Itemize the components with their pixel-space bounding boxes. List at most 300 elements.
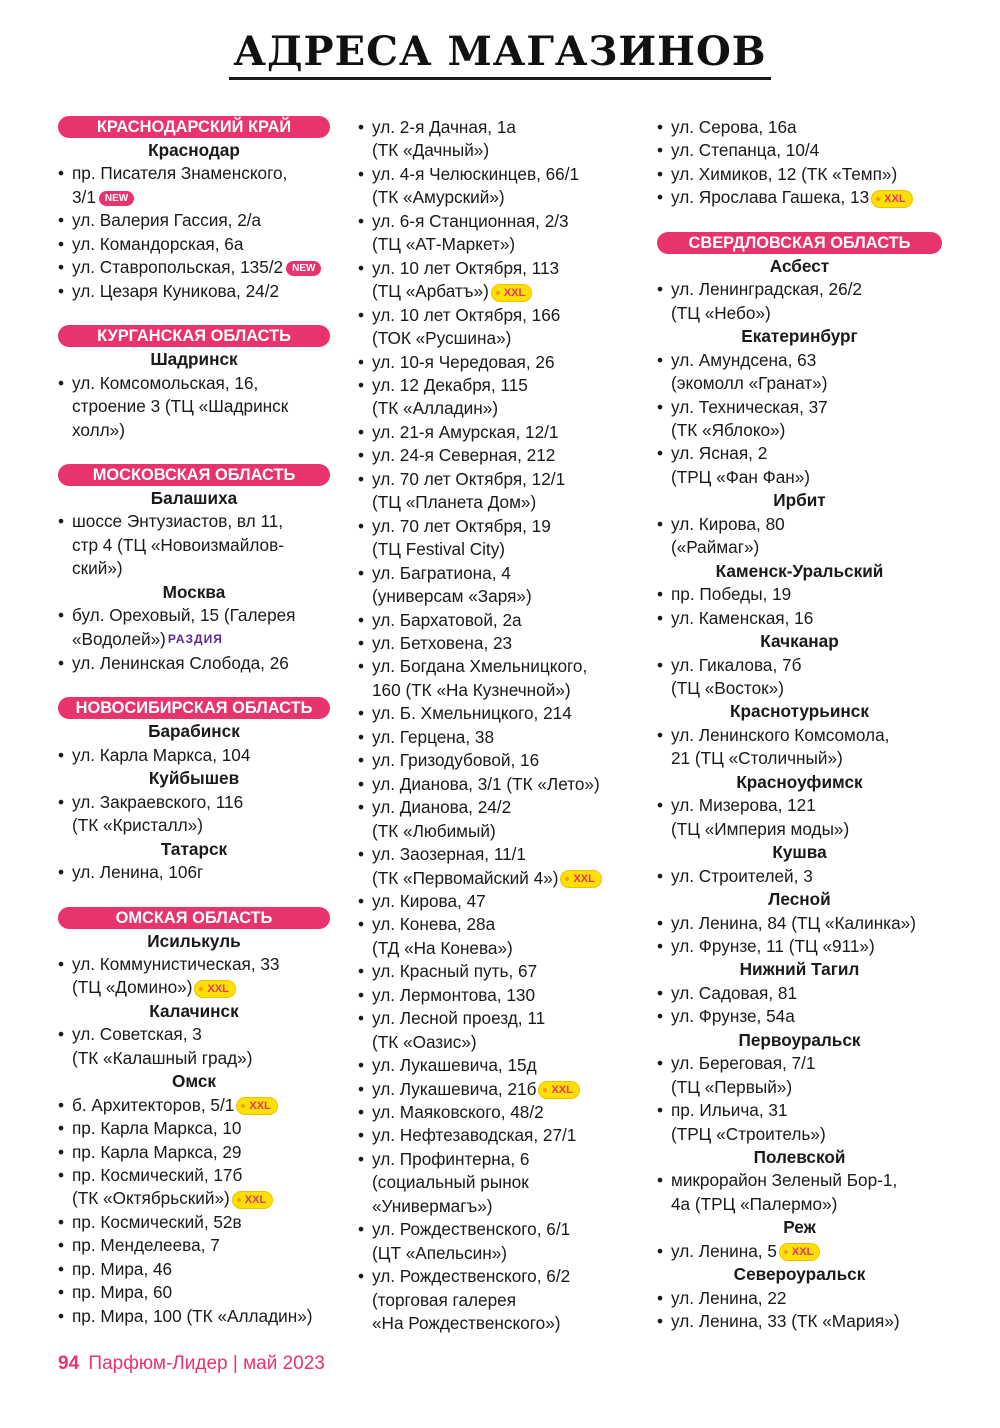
city-name: Реж [783, 1217, 816, 1238]
address-text: ул. Серова, 16а [671, 117, 797, 137]
address-item [58, 510, 330, 580]
address-text: (ТЦ Festival City) [372, 539, 506, 560]
address-line [372, 796, 640, 819]
address-line [372, 773, 640, 796]
xxl-badge: XXL [780, 1244, 819, 1260]
address-line [671, 442, 942, 465]
address-line [72, 1305, 330, 1328]
address-line [671, 163, 942, 186]
address-line [72, 372, 330, 395]
address-item [657, 654, 942, 701]
address-item [358, 163, 640, 210]
address-item [58, 1211, 330, 1234]
address-item [358, 913, 640, 960]
address-item [58, 280, 330, 303]
address-line [372, 655, 640, 678]
address-text: ул. Конева, 28а [372, 914, 496, 935]
address-text: ул. 10 лет Октября, 113 [372, 257, 560, 278]
address-item [358, 1078, 640, 1101]
city-name: Татарск [160, 838, 228, 859]
address-text: (ТЦ «Домино») [72, 977, 193, 998]
address-text: ул. Гризодубовой, 16 [372, 750, 540, 771]
address-item [657, 1099, 942, 1146]
address-text: ул. Фрунзе, 54а [671, 1006, 795, 1027]
address-text: пр. Писателя Знаменского, [72, 163, 288, 184]
address-line [372, 538, 640, 561]
address-line [372, 702, 640, 725]
address-line [72, 1211, 330, 1234]
issue-date: май 2023 [243, 1353, 325, 1374]
address-text: пр. Мира, 46 [72, 1258, 173, 1279]
address-item [657, 139, 942, 162]
address-line [372, 984, 640, 1007]
address-line [372, 820, 640, 843]
address-line [72, 861, 330, 884]
address-line [372, 1265, 640, 1288]
address-line [72, 791, 330, 814]
address-text: ул. Техническая, 37 [671, 396, 828, 417]
address-line [671, 186, 942, 209]
address-item [657, 349, 942, 396]
address-line [72, 604, 330, 627]
address-line [72, 534, 330, 557]
address-text: (ТК «Яблоко») [671, 419, 786, 440]
address-text: ул. Ленина, 106г [72, 862, 204, 883]
address-text: ул. Цезаря Куникова, 24/2 [72, 280, 280, 301]
address-text: ул. Дианова, 3/1 (ТК «Лето») [372, 773, 600, 794]
column-2 [358, 116, 640, 1336]
address-line [671, 982, 942, 1005]
address-item [358, 1265, 640, 1335]
address-text: (ТК «Амурский») [372, 187, 505, 208]
address-item [657, 1169, 942, 1216]
address-line [72, 280, 330, 303]
address-item [657, 1005, 942, 1028]
address-line [372, 139, 640, 162]
address-line [372, 913, 640, 936]
address-text: ул. Дианова, 24/2 [372, 797, 512, 818]
address-text: (ТРЦ «Строитель») [671, 1123, 826, 1144]
address-line [372, 1148, 640, 1171]
address-line [671, 1169, 942, 1192]
address-line [372, 515, 640, 538]
address-line [671, 1240, 942, 1263]
address-line [372, 1101, 640, 1124]
address-text: ул. 4-я Челюскинцев, 66/1 [372, 163, 580, 184]
address-text: ул. Фрунзе, 11 (ТЦ «911») [671, 935, 875, 956]
address-line [372, 116, 640, 139]
address-text: (ТД «На Конева») [372, 937, 513, 958]
address-text: ул. Бетховена, 23 [372, 632, 513, 653]
address-text: пр. Космический, 52в [72, 1211, 242, 1232]
address-line [372, 327, 640, 350]
region-title: КРАСНОДАРСКИЙ КРАЙ [58, 116, 330, 138]
address-line [372, 1078, 640, 1101]
xxl-badge: XXL [539, 1082, 578, 1098]
address-text: (ТК «Кристалл») [72, 815, 203, 836]
address-line [372, 890, 640, 913]
address-text: ул. 21-я Амурская, 12/1 [372, 421, 559, 442]
address-item [58, 1117, 330, 1140]
address-line [72, 652, 330, 675]
address-text: ул. Ясная, 2 [671, 443, 768, 464]
address-text: (социальный рынок [372, 1172, 529, 1193]
city-name: Шадринск [150, 349, 238, 370]
city-name: Балашиха [150, 487, 238, 508]
footer-separator: | [232, 1353, 238, 1374]
address-text: пр. Космический, 17б [72, 1165, 243, 1186]
address-text: ул. Командорская, 6а [72, 233, 244, 254]
address-text: 160 (ТК «На Кузнечной») [372, 679, 571, 700]
address-item [58, 604, 330, 652]
city-name: Ирбит [773, 490, 826, 511]
city-name: Каменск-Уральский [715, 560, 884, 581]
address-line [671, 396, 942, 419]
address-text: (ТЦ «Восток») [671, 677, 784, 698]
address-text: ул. Лермонтова, 130 [372, 984, 536, 1005]
address-item [358, 984, 640, 1007]
address-line [372, 210, 640, 233]
address-text: ул. Ленина, 84 (ТЦ «Калинка») [671, 912, 916, 933]
xxl-badge: XXL [195, 981, 234, 997]
address-line [671, 349, 942, 372]
city-name: Нижний Тагил [739, 959, 860, 980]
address-line [72, 1234, 330, 1257]
new-badge: NEW [286, 261, 321, 276]
address-item [358, 796, 640, 843]
address-item [358, 773, 640, 796]
address-item [657, 583, 942, 606]
address-item [657, 724, 942, 771]
address-text: пр. Мира, 100 (ТК «Алладин») [72, 1305, 313, 1326]
address-item [358, 468, 640, 515]
address-line [72, 1281, 330, 1304]
address-text: ул. Гикалова, 7б [671, 654, 802, 675]
address-line [671, 302, 942, 325]
address-line [72, 814, 330, 837]
address-text: ул. Валерия Гассия, 2/а [72, 210, 262, 231]
address-text: (ТК «Оазис») [372, 1031, 477, 1052]
address-text: (универсам «Заря») [372, 586, 532, 607]
xxl-badge: XXL [237, 1098, 276, 1114]
address-text: «Водолей») [72, 628, 166, 649]
address-line [372, 937, 640, 960]
address-text: «Универмагъ») [372, 1195, 493, 1216]
city-name: Краснодар [148, 140, 240, 160]
address-text: ул. Лукашевича, 21б [372, 1078, 537, 1099]
address-item [358, 1054, 640, 1077]
address-item [58, 256, 330, 279]
address-text: ул. Багратиона, 4 [372, 562, 511, 583]
region-block [358, 116, 640, 1336]
address-line [372, 397, 640, 420]
address-item [58, 1281, 330, 1304]
address-line [372, 1171, 640, 1194]
address-line [72, 1258, 330, 1281]
address-line [671, 513, 942, 536]
region-block [58, 325, 330, 442]
address-line [671, 1005, 942, 1028]
address-line [372, 491, 640, 514]
address-text: ул. Степанца, 10/4 [671, 140, 820, 161]
address-item [657, 163, 942, 186]
address-item [657, 186, 942, 209]
address-text: ул. Карла Маркса, 104 [72, 744, 251, 765]
region-title: СВЕРДЛОВСКАЯ ОБЛАСТЬ [657, 232, 942, 254]
address-line [671, 1099, 942, 1122]
region-title: МОСКОВСКАЯ ОБЛАСТЬ [58, 464, 330, 486]
address-text: ул. Комсомольская, 16, [72, 372, 259, 393]
region-block [58, 464, 330, 675]
address-line [372, 1242, 640, 1265]
region-block [657, 232, 942, 1334]
address-text: ул. Ленина, 22 [671, 1287, 787, 1308]
address-line [372, 1054, 640, 1077]
address-line [72, 256, 330, 279]
address-line [372, 843, 640, 866]
address-text: (ТЦ «Планета Дом») [372, 492, 537, 513]
address-item [657, 116, 942, 139]
address-item [58, 1141, 330, 1164]
address-text: бул. Ореховый, 15 (Галерея [72, 605, 296, 626]
address-text: ул. Рождественского, 6/2 [372, 1266, 571, 1287]
address-item [657, 935, 942, 958]
address-item [358, 116, 640, 163]
address-text: ул. 12 Декабря, 115 [372, 374, 528, 395]
address-line [372, 1124, 640, 1147]
address-line [372, 960, 640, 983]
address-item [657, 278, 942, 325]
address-item [58, 162, 330, 209]
address-text: пр. Карла Маркса, 10 [72, 1118, 242, 1139]
address-text: ул. Закраевского, 116 [72, 791, 244, 812]
address-text: ул. 10-я Чередовая, 26 [372, 351, 555, 372]
region-block [58, 116, 330, 303]
address-line [671, 865, 942, 888]
address-item [58, 1164, 330, 1211]
address-line [671, 1310, 942, 1333]
address-line [372, 726, 640, 749]
new-badge: NEW [99, 191, 134, 206]
address-item [657, 982, 942, 1005]
address-text: ул. Ленина, 33 (ТК «Мария») [671, 1311, 900, 1332]
address-item [358, 562, 640, 609]
address-text: (ТОК «Русшина») [372, 328, 512, 349]
address-text: ул. Каменская, 16 [671, 607, 814, 628]
address-item [58, 372, 330, 442]
address-item [358, 749, 640, 772]
address-text: строение 3 (ТЦ «Шадринск [72, 396, 289, 417]
address-text: ул. 6-я Станционная, 2/3 [372, 210, 569, 231]
address-item [657, 396, 942, 443]
address-line [372, 444, 640, 467]
page-title: АДРЕСА МАГАЗИНОВ [229, 28, 770, 80]
address-line [72, 1141, 330, 1164]
address-line [72, 1164, 330, 1187]
address-line [372, 1007, 640, 1030]
city-name: Красноуфимск [736, 771, 863, 792]
address-text: ул. 70 лет Октября, 19 [372, 515, 551, 536]
address-line [671, 677, 942, 700]
address-item [657, 1240, 942, 1263]
address-line [372, 749, 640, 772]
address-line [671, 466, 942, 489]
address-text: (ТК «Дачный») [372, 140, 490, 161]
address-line [671, 1076, 942, 1099]
address-item [58, 861, 330, 884]
address-text: (ТЦ «Первый») [671, 1076, 793, 1097]
address-item [58, 1258, 330, 1281]
address-item [358, 609, 640, 632]
xxl-badge: XXL [233, 1192, 272, 1208]
address-line [372, 867, 640, 890]
address-line [372, 374, 640, 397]
address-line [372, 304, 640, 327]
address-item [58, 1305, 330, 1328]
address-item [358, 351, 640, 374]
address-item [358, 702, 640, 725]
address-line [671, 278, 942, 301]
city-name: Асбест [769, 255, 830, 276]
city-name: Куйбышев [148, 768, 240, 789]
address-text: ул. Кирова, 80 [671, 513, 785, 534]
address-item [358, 304, 640, 351]
region-title: ОМСКАЯ ОБЛАСТЬ [58, 907, 330, 929]
address-line [72, 1023, 330, 1046]
region-title: КУРГАНСКАЯ ОБЛАСТЬ [58, 325, 330, 347]
address-line [72, 233, 330, 256]
address-text: пр. Мира, 60 [72, 1282, 173, 1303]
xxl-badge: XXL [492, 285, 531, 301]
address-line [372, 679, 640, 702]
address-text: шоссе Энтузиастов, вл 11, [72, 511, 284, 532]
city-name: Барабинск [148, 721, 240, 742]
address-line [671, 935, 942, 958]
address-item [358, 1218, 640, 1265]
address-text: ул. Заозерная, 11/1 [372, 844, 526, 865]
address-text: ул. Ленинградская, 26/2 [671, 279, 862, 300]
address-line [671, 583, 942, 606]
address-item [58, 1094, 330, 1117]
address-text: (ТК «Калашный град») [72, 1047, 253, 1068]
address-text: (ТРЦ «Фан Фан») [671, 466, 811, 487]
address-line [72, 1047, 330, 1070]
address-line [72, 1117, 330, 1140]
address-text: ул. Красный путь, 67 [372, 961, 538, 982]
address-text: ул. 24-я Северная, 212 [372, 445, 556, 466]
address-text: (ТЦ «Империя моды») [671, 818, 850, 839]
address-text: (ТЦ «Арбатъ») [372, 281, 489, 302]
address-item [58, 791, 330, 838]
address-item [657, 794, 942, 841]
address-line [671, 654, 942, 677]
address-text: «На Рождественского») [372, 1313, 561, 1334]
address-text: ул. Химиков, 12 (ТК «Темп») [671, 163, 898, 184]
address-text: холл») [72, 419, 125, 440]
address-text: стр 4 (ТЦ «Новоизмайлов- [72, 534, 284, 555]
address-item [58, 1023, 330, 1070]
address-line [671, 139, 942, 162]
address-item [358, 843, 640, 890]
address-line [72, 1187, 330, 1210]
address-text: ул. Нефтезаводская, 27/1 [372, 1125, 577, 1146]
xxl-badge: XXL [872, 191, 911, 207]
address-line [671, 1193, 942, 1216]
address-line [372, 468, 640, 491]
address-text: 3/1 [72, 186, 96, 207]
address-item [358, 1148, 640, 1218]
address-line [72, 186, 330, 209]
address-line [372, 421, 640, 444]
address-text: ул. Мизерова, 121 [671, 795, 816, 816]
address-item [358, 1124, 640, 1147]
city-name: Лесной [768, 889, 831, 910]
address-text: (ТК «Октябрьский») [72, 1188, 230, 1209]
address-line [72, 976, 330, 999]
address-item [358, 632, 640, 655]
address-line [671, 1123, 942, 1146]
magazine-name: Парфюм-Лидер [88, 1353, 228, 1374]
address-text: ул. Ленина, 5 [671, 1240, 777, 1261]
address-line [372, 632, 640, 655]
address-line [372, 186, 640, 209]
address-item [358, 210, 640, 257]
address-line [72, 510, 330, 533]
address-text: ул. Садовая, 81 [671, 982, 798, 1003]
address-item [358, 1101, 640, 1124]
address-item [358, 421, 640, 444]
address-item [657, 1052, 942, 1099]
address-text: (ТЦ «Небо») [671, 302, 771, 323]
address-text: ул. Коммунистическая, 33 [72, 953, 280, 974]
address-text: ул. Герцена, 38 [372, 726, 494, 747]
address-line [671, 724, 942, 747]
address-line [372, 233, 640, 256]
address-text: ул. Строителей, 3 [671, 865, 813, 886]
address-text: микрорайон Зеленый Бор-1, [671, 1170, 898, 1191]
address-item [58, 209, 330, 232]
address-line [671, 1052, 942, 1075]
address-text: («Раймаг») [671, 537, 760, 558]
address-item [358, 726, 640, 749]
region-block [657, 116, 942, 210]
region-title: НОВОСИБИРСКАЯ ОБЛАСТЬ [58, 697, 330, 719]
address-item [657, 865, 942, 888]
address-line [671, 747, 942, 770]
city-name: Кушва [772, 842, 827, 863]
address-text: ул. Амундсена, 63 [671, 349, 817, 370]
page-number: 94 [58, 1353, 80, 1374]
address-item [657, 1287, 942, 1310]
address-text: ул. Кирова, 47 [372, 890, 486, 911]
address-text: (торговая галерея [372, 1289, 517, 1310]
address-line [671, 1287, 942, 1310]
city-name: Калачинск [149, 1000, 239, 1021]
address-line [671, 818, 942, 841]
address-line [372, 1312, 640, 1335]
address-item [358, 444, 640, 467]
address-text: 21 (ТЦ «Столичный») [671, 748, 843, 769]
address-text: ул. Ленинского Комсомола, [671, 724, 890, 745]
address-item [358, 1007, 640, 1054]
address-text: ский») [72, 558, 123, 579]
address-text: ул. Ленинская Слобода, 26 [72, 652, 289, 673]
address-item [58, 233, 330, 256]
address-text: ул. Ставропольская, 135/2 [72, 257, 284, 278]
address-item [58, 1234, 330, 1257]
city-name: Первоуральск [738, 1029, 861, 1050]
city-name: Омск [171, 1071, 217, 1092]
